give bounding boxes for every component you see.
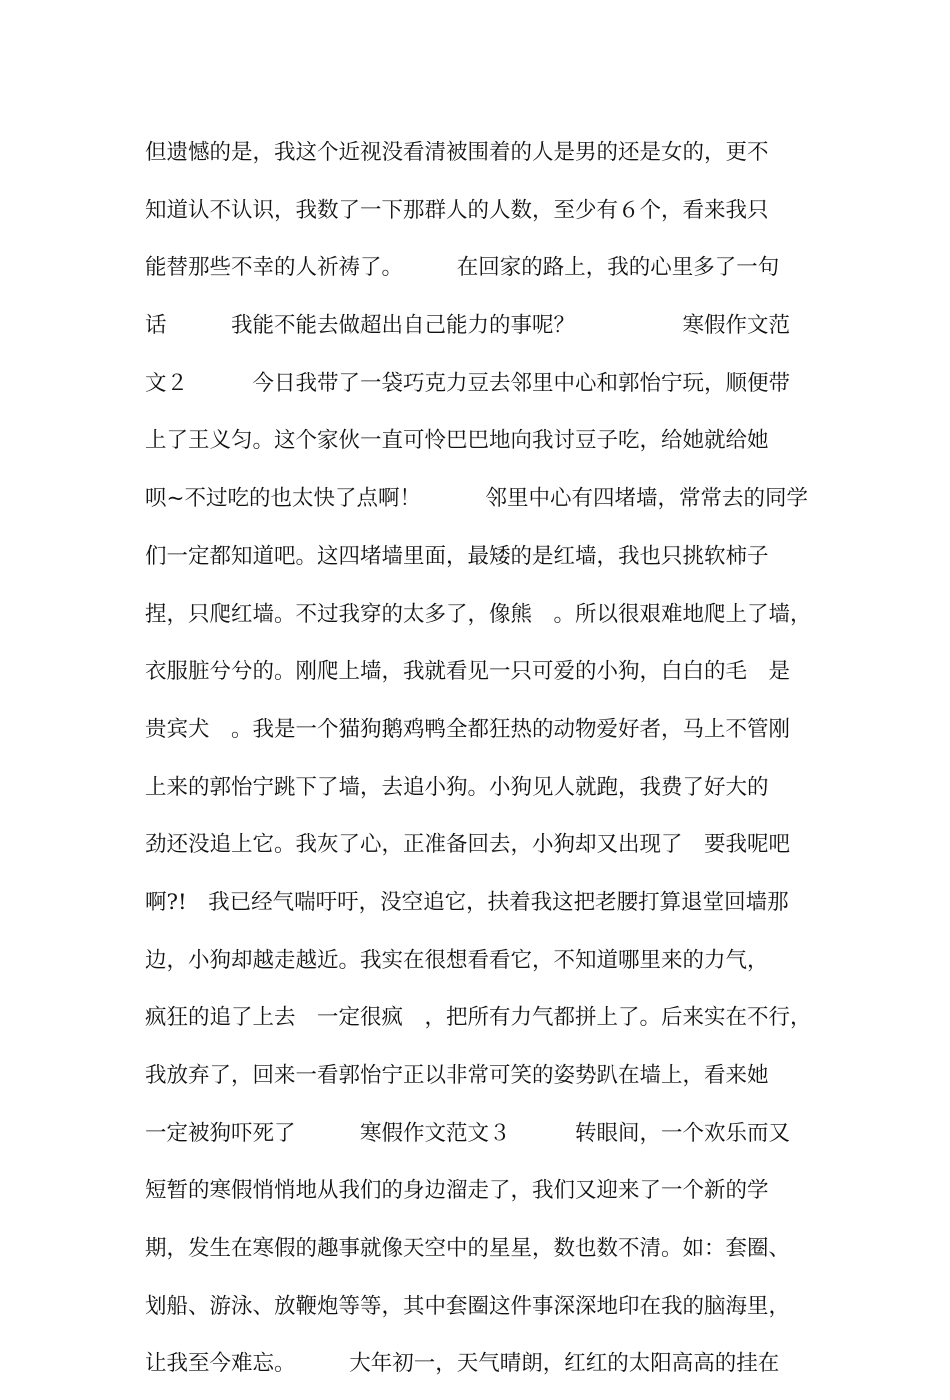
text-line: 短暂的寒假悄悄地从我们的身边溜走了，我们又迎来了一个新的学 bbox=[145, 1178, 769, 1204]
text-line: 呗~不过吃的也太快了点啊！ 邻里中心有四堵墙，常常去的同学 bbox=[145, 486, 809, 512]
text-line: 一定被狗吓死了 寒假作文范文３ 转眼间，一个欢乐而又 bbox=[145, 1120, 791, 1146]
text-line: 捏，只爬红墙。不过我穿的太多了，像熊 。所以很艰难地爬上了墙， bbox=[145, 601, 812, 627]
text-line: 上了王义匀。这个家伙一直可怜巴巴地向我讨豆子吃，给她就给她 bbox=[145, 428, 769, 454]
text-line: 啊?! 我已经气喘吁吁，没空追它，扶着我这把老腰打算退堂回墙那 bbox=[145, 889, 789, 915]
text-line: 让我至今难忘。 大年初一，天气晴朗，红红的太阳高高的挂在 bbox=[145, 1351, 780, 1377]
text-line: 划船、游泳、放鞭炮等等，其中套圈这件事深深地印在我的脑海里， bbox=[145, 1293, 791, 1319]
text-line: 文２ 今日我带了一袋巧克力豆去邻里中心和郭怡宁玩，顺便带 bbox=[145, 370, 791, 396]
text-line: 们一定都知道吧。这四堵墙里面，最矮的是红墙，我也只挑软柿子 bbox=[145, 543, 769, 569]
body-text bbox=[145, 131, 845, 1400]
text-line: 知道认不认识，我数了一下那群人的人数，至少有６个，看来我只 bbox=[145, 197, 769, 223]
text-line: 期，发生在寒假的趣事就像天空中的星星，数也数不清。如：套圈、 bbox=[145, 1236, 791, 1262]
text-line: 我放弃了，回来一看郭怡宁正以非常可笑的姿势趴在墙上，看来她 bbox=[145, 1063, 769, 1088]
text-line: 话 我能不能去做超出自己能力的事呢？ 寒假作文范 bbox=[145, 313, 791, 339]
text-line: 上来的郭怡宁跳下了墙，去追小狗。小狗见人就跑，我费了好大的 bbox=[145, 774, 769, 800]
text-line: 但遗憾的是，我这个近视没看清被围着的人是男的还是女的，更不 bbox=[145, 140, 769, 165]
text-line: 能替那些不幸的人祈祷了。 在回家的路上，我的心里多了一句 bbox=[145, 255, 780, 281]
text-line: 劲还没追上它。我灰了心，正准备回去，小狗却又出现了 要我呢吧 bbox=[145, 832, 791, 858]
text-line: 衣服脏兮兮的。刚爬上墙，我就看见一只可爱的小狗，白白的毛 是 bbox=[145, 659, 791, 685]
text-line: 疯狂的追了上去 一定很疯 ，把所有力气都拼上了。后来实在不行， bbox=[145, 1005, 812, 1031]
text-line: 边，小狗却越走越近。我实在很想看看它，不知道哪里来的力气， bbox=[145, 947, 769, 973]
text-line: 贵宾犬 。我是一个猫狗鹅鸡鸭全都狂热的动物爱好者，马上不管刚 bbox=[145, 716, 791, 742]
